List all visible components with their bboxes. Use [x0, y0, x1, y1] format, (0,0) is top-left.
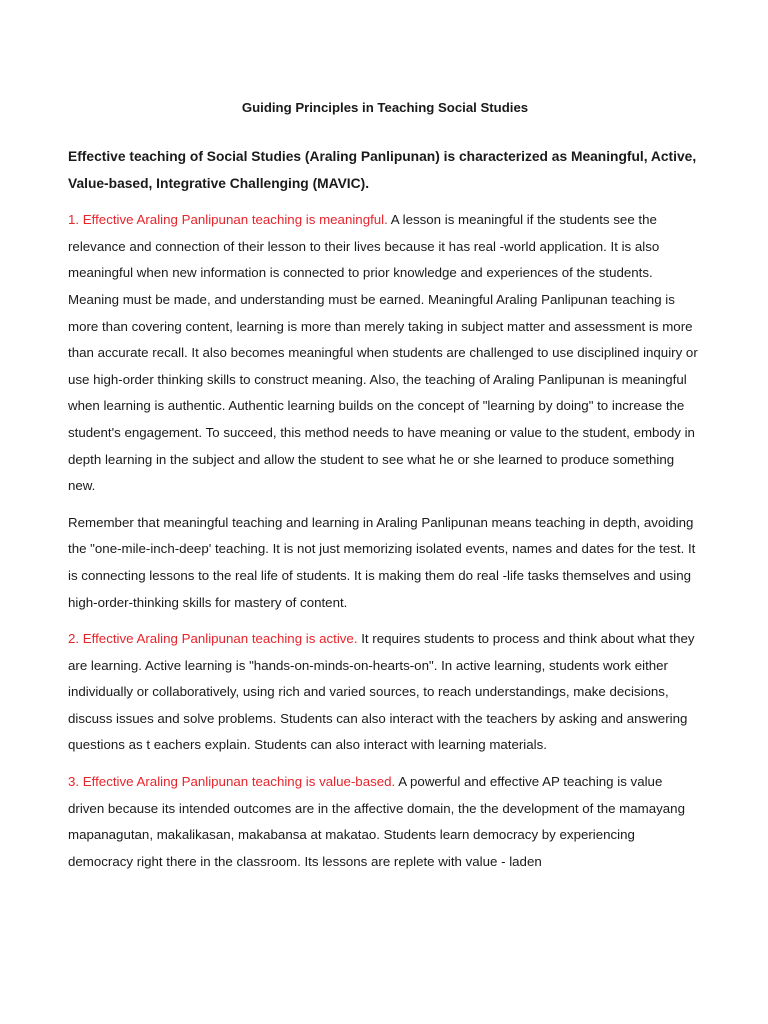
section-active	[68, 626, 702, 759]
section-value-based	[68, 769, 702, 875]
section-lead: 3. Effective Araling Panlipunan teaching is value-based.	[68, 774, 396, 790]
section-lead: 1. Effective Araling Panlipunan teaching is meaningful.	[68, 212, 388, 228]
section-meaningful-continued	[68, 510, 702, 616]
intro-paragraph: Effective teaching of Social Studies (Araling Panlipunan) is characterized as Meaningful, Active, Value-based, Integrative Challenging (MAVIC).	[68, 149, 697, 191]
section-body: It requires students to process and think about what they are learning. Active learning is "hands-on-minds-on-hearts-on". In active learning, students work either individually or collaboratively, using rich and varied sources, to reach understandings, make decisions, discuss issues and solve problems. Students can also interact with the teachers by asking and answering questions as t eachers explain. Students can also interact with learning materials.	[68, 631, 695, 753]
document-title: Guiding Principles in Teaching Social Studies	[241, 100, 529, 115]
section-meaningful	[68, 207, 702, 500]
section-body: A powerful and effective AP teaching is value driven because its intended outcomes are in the affective domain, the the development of the mamayang mapanagutan, makalikasan, makabansa at makatao. Students learn democracy by experiencing democracy right there in the classroom. Its lessons are replete with value - laden	[68, 774, 685, 869]
section-lead: 2. Effective Araling Panlipunan teaching is active.	[68, 631, 358, 647]
section-body: A lesson is meaningful if the students see the relevance and connection of their lesson to their lives because it has real -world application. It is also meaningful when new information is connected to prior knowledge and experiences of the students. Meaning must be made, and understanding must be earned. Meaningful Araling Panlipunan teaching is more than covering content, learning is more than merely taking in subject matter and assessment is more than accurate recall. It also becomes meaningful when students are challenged to use disciplined inquiry or use high-order thinking skills to construct meaning. Also, the teaching of Araling Panlipunan is meaningful when learning is authentic. Authentic learning builds on the concept of "learning by doing" to increase the student's engagement. To succeed, this method needs to have meaning or value to the student, embody in depth learning in the subject and allow the student to see what he or she learned to produce something new.	[68, 212, 698, 494]
section-body: Remember that meaningful teaching and learning in Araling Panlipunan means teaching in depth, avoiding the "one-mile-inch-deep' teaching. It is not just memorizing isolated events, names and dates for the test. It is connecting lessons to the real life of students. It is making them do real -life tasks themselves and using high-order-thinking skills for mastery of content.	[68, 514, 696, 610]
